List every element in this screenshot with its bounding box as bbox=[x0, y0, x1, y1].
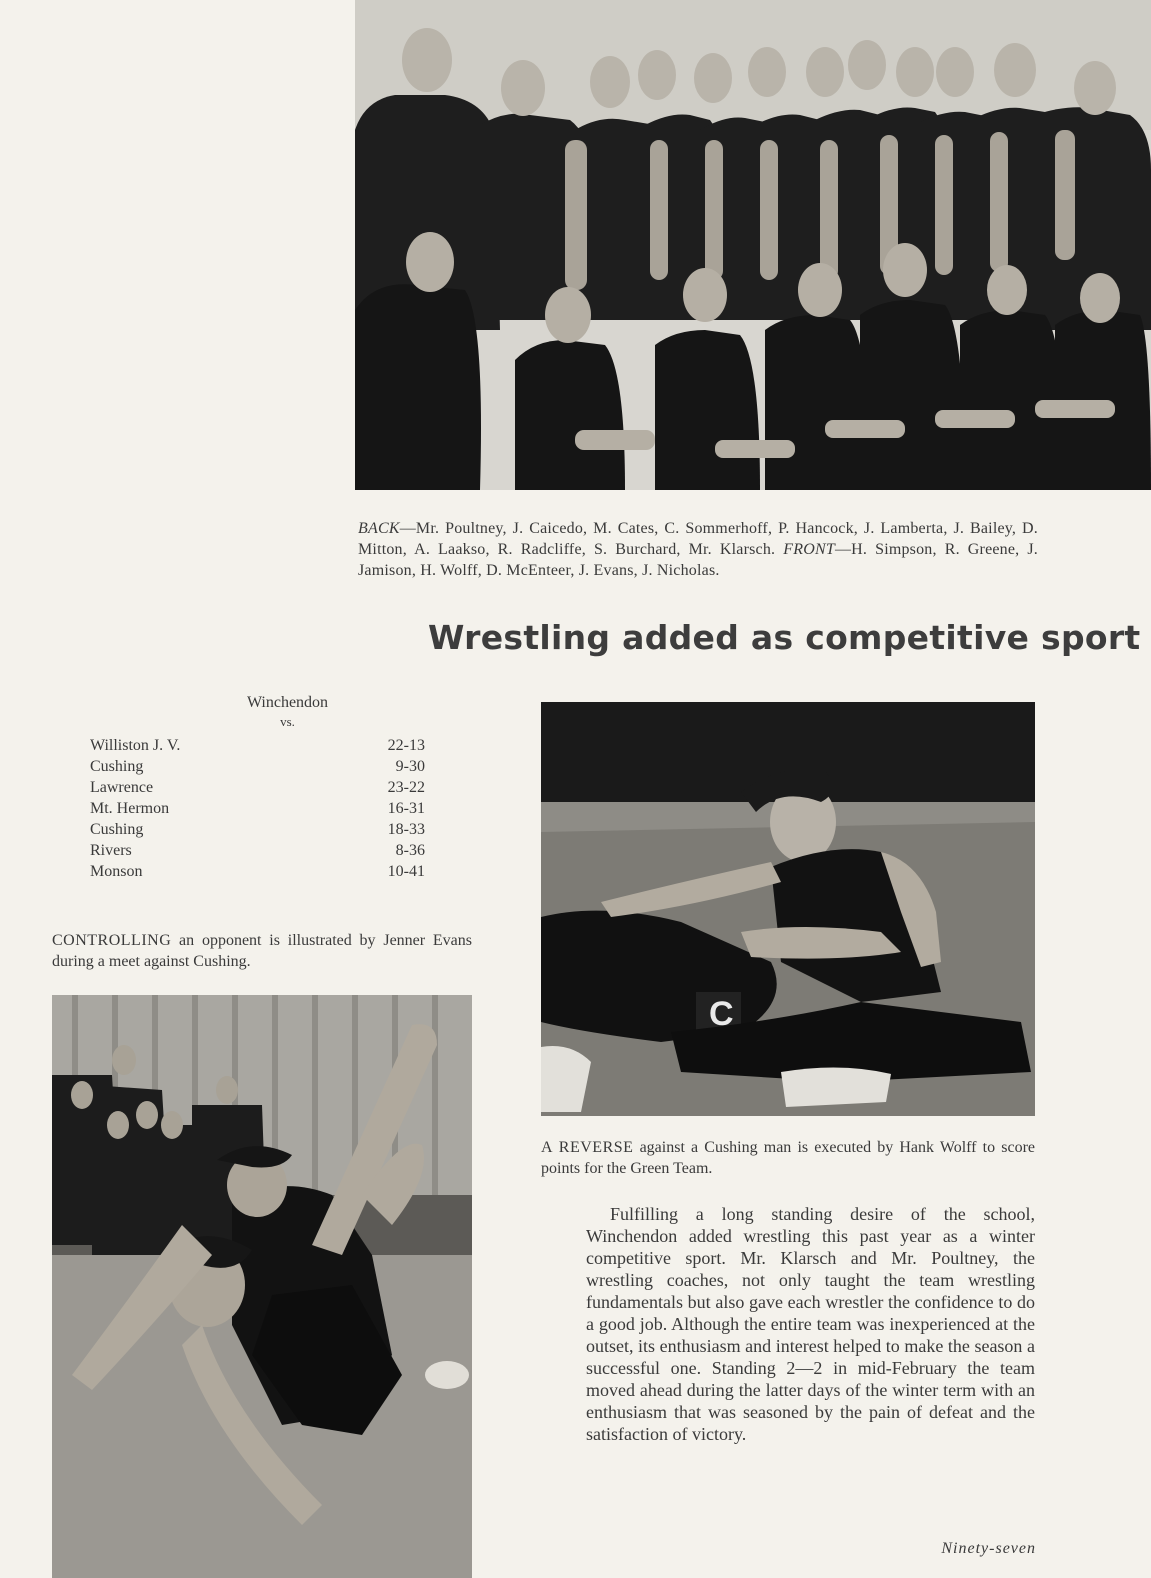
score-result: 22-13 bbox=[387, 737, 425, 754]
score-row bbox=[90, 798, 435, 819]
page-headline: Wrestling added as competitive sport bbox=[428, 618, 1141, 657]
score-result: 8-36 bbox=[395, 842, 425, 859]
score-result: 23-22 bbox=[387, 779, 425, 796]
reverse-photo-caption bbox=[541, 1137, 1035, 1179]
score-row bbox=[90, 777, 435, 798]
team-photo-image bbox=[355, 0, 1151, 490]
team-photo-caption bbox=[358, 518, 1038, 581]
page-number: Ninety-seven bbox=[941, 1540, 1036, 1557]
score-result: 10-41 bbox=[387, 863, 425, 880]
scoreboard bbox=[90, 693, 435, 882]
reverse-photo bbox=[541, 702, 1035, 1116]
control-caption-text: an opponent is illustrated by Jenner Evans during a meet against Cushing. bbox=[52, 932, 472, 970]
singlet-letter: C bbox=[709, 995, 734, 1033]
score-opponent: Rivers bbox=[90, 842, 132, 859]
reverse-caption-text: against a Cushing man is executed by Hank Wolff to score points for the Green Team. bbox=[541, 1139, 1035, 1177]
scoreboard-team: Winchendon bbox=[246, 694, 329, 711]
scoreboard-vs: vs. bbox=[280, 714, 295, 729]
control-photo-caption bbox=[52, 930, 472, 972]
control-photo-image bbox=[52, 995, 472, 1578]
score-opponent: Lawrence bbox=[90, 779, 154, 796]
score-opponent: Mt. Hermon bbox=[90, 800, 170, 817]
score-opponent: Williston J. V. bbox=[90, 737, 181, 754]
score-table bbox=[90, 735, 435, 882]
score-row bbox=[90, 819, 435, 840]
team-photo bbox=[355, 0, 1151, 490]
score-result: 16-31 bbox=[387, 800, 425, 817]
caption-front-label: FRONT bbox=[783, 541, 835, 558]
score-result: 9-30 bbox=[395, 758, 425, 775]
reverse-caption-lead: A REVERSE bbox=[541, 1139, 634, 1156]
score-opponent: Monson bbox=[90, 863, 143, 880]
score-row bbox=[90, 756, 435, 777]
caption-front-names: —H. Simpson, R. Greene, J. Jamison, H. Wolff, D. McEnteer, J. Evans, J. Nicholas. bbox=[358, 541, 1039, 579]
score-opponent: Cushing bbox=[90, 758, 144, 775]
score-row bbox=[90, 840, 435, 861]
reverse-photo-image bbox=[541, 702, 1035, 1116]
caption-back-names: —Mr. Poultney, J. Caicedo, M. Cates, C. Sommerhoff, P. Hancock, J. Lamberta, J. Bailey, D. Mitton, A. Laakso, R. Radcliffe, S. Burchard, Mr. Klarsch. bbox=[358, 520, 1038, 558]
control-caption-lead: CONTROLLING bbox=[52, 932, 172, 949]
score-row bbox=[90, 861, 435, 882]
caption-back-label: BACK bbox=[358, 520, 400, 537]
control-photo bbox=[52, 995, 472, 1578]
score-result: 18-33 bbox=[387, 821, 425, 838]
score-row bbox=[90, 735, 435, 756]
article-body: Fulfilling a long standing desire of the school, Winchendon added wrestling this past year as a winter competitive sport. Mr. Klarsch and Mr. Poultney, the wrestling coaches, not only taught the team wrestling fundamentals but also gave each wrestler the confidence to do a good job. Although the entire team was inexperienced at the outset, its enthusiasm and interest helped to make the season a successful one. Standing 2—2 in mid-February the team moved ahead during the latter days of the winter term with an enthusiasm that was seasoned by the pain of defeat and the satisfaction of victory. bbox=[586, 1204, 1035, 1444]
score-opponent: Cushing bbox=[90, 821, 144, 838]
